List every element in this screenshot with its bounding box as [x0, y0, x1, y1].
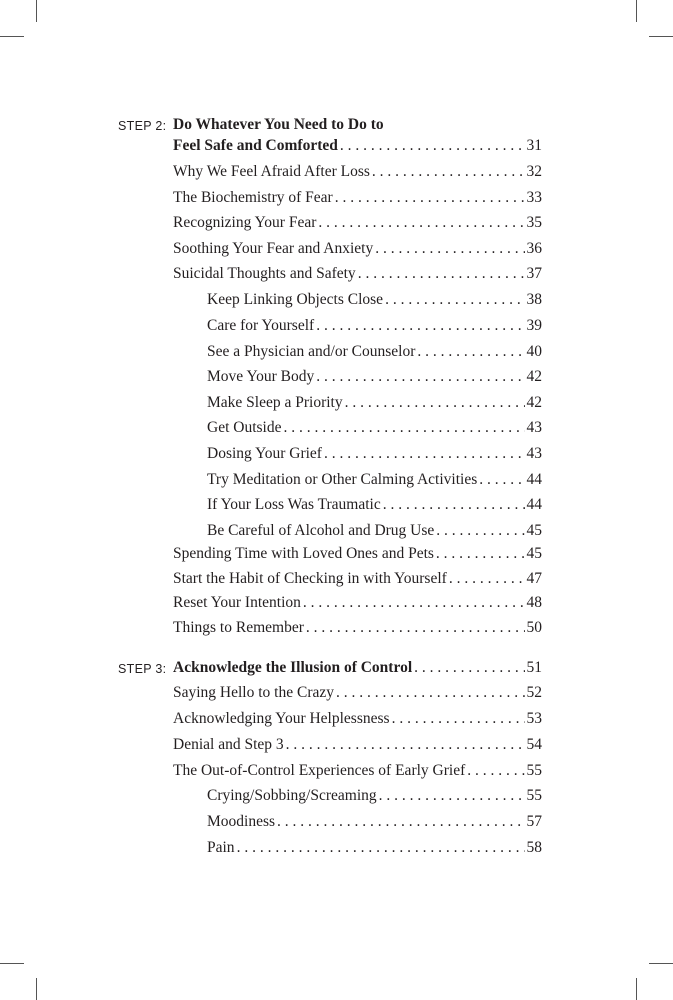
- toc-step-heading[interactable]: [173, 137, 542, 155]
- toc-page-number: 31: [526, 137, 542, 154]
- toc-page-number: 55: [526, 787, 542, 804]
- toc-subentry[interactable]: [207, 368, 542, 386]
- toc-entry-title: Move Your Body: [207, 368, 315, 385]
- dot-leader: [436, 545, 525, 563]
- toc-entry-title: Suicidal Thoughts and Safety: [173, 265, 356, 282]
- dot-leader: [375, 240, 524, 258]
- toc-step-heading[interactable]: [173, 659, 542, 677]
- toc-entry[interactable]: [173, 214, 542, 232]
- dot-leader: [467, 762, 524, 780]
- toc-entry[interactable]: [173, 265, 542, 283]
- toc-page-number: 39: [526, 317, 542, 334]
- toc-page-number: 47: [526, 570, 542, 587]
- dot-leader: [336, 684, 525, 702]
- toc-subentry[interactable]: [207, 343, 542, 361]
- dot-leader: [417, 343, 524, 361]
- toc-subentry[interactable]: [207, 394, 542, 412]
- step-title-line1: Do Whatever You Need to Do to: [173, 116, 384, 133]
- toc-entry-title: Why We Feel Afraid After Loss: [173, 163, 370, 180]
- dot-leader: [306, 619, 525, 637]
- toc-entry-title: Keep Linking Objects Close: [207, 291, 384, 308]
- toc-entry-title: Acknowledge the Illusion of Control: [173, 659, 413, 676]
- toc-entry-title: Crying/Sobbing/Screaming: [207, 787, 377, 804]
- toc-entry[interactable]: [173, 736, 542, 754]
- dot-leader: [286, 736, 525, 754]
- toc-entry-title: Feel Safe and Comforted: [173, 137, 338, 154]
- crop-mark-top-left-h: [0, 36, 24, 37]
- crop-mark-bottom-right: [636, 978, 637, 1000]
- toc-entry-title: Make Sleep a Priority: [207, 394, 343, 411]
- crop-mark-top-left: [36, 0, 37, 22]
- step-label: STEP 2:: [118, 119, 167, 133]
- dot-leader: [335, 189, 525, 207]
- toc-entry-title: Acknowledging Your Helplessness: [173, 710, 390, 727]
- toc-entry[interactable]: [173, 762, 542, 780]
- toc-page-number: 43: [526, 419, 542, 436]
- toc-page-number: 42: [526, 394, 542, 411]
- toc-page-number: 53: [526, 710, 542, 727]
- toc-entry[interactable]: [173, 684, 542, 702]
- toc-entry[interactable]: [173, 163, 542, 181]
- toc-subentry[interactable]: [207, 839, 542, 857]
- toc-entry-title: Be Careful of Alcohol and Drug Use: [207, 522, 435, 539]
- toc-entry-title: Recognizing Your Fear: [173, 214, 317, 231]
- toc-page-number: 33: [526, 189, 542, 206]
- toc-subentry[interactable]: [207, 787, 542, 805]
- dot-leader: [436, 522, 524, 540]
- dot-leader: [316, 317, 524, 335]
- toc-entry[interactable]: [173, 710, 542, 728]
- dot-leader: [358, 265, 525, 283]
- dot-leader: [237, 839, 525, 857]
- dot-leader: [414, 659, 524, 677]
- toc-page-number: 55: [526, 762, 542, 779]
- toc-entry-title: If Your Loss Was Traumatic: [207, 496, 381, 513]
- step-label: STEP 3:: [118, 662, 167, 676]
- toc-subentry[interactable]: [207, 813, 542, 831]
- dot-leader: [340, 137, 525, 155]
- dot-leader: [392, 710, 525, 728]
- dot-leader: [303, 594, 525, 612]
- toc-entry-title: Reset Your Intention: [173, 594, 301, 611]
- toc-entry-title: Get Outside: [207, 419, 282, 436]
- toc-entry-title: The Biochemistry of Fear: [173, 189, 333, 206]
- toc-page-number: 37: [526, 265, 542, 282]
- toc-entry[interactable]: [173, 189, 542, 207]
- toc-page-number: 52: [526, 684, 542, 701]
- toc-subentry[interactable]: [207, 317, 542, 335]
- dot-leader: [316, 368, 524, 386]
- toc-subentry[interactable]: [207, 445, 542, 463]
- toc-page-number: 50: [526, 619, 542, 636]
- toc-page-number: 45: [526, 522, 542, 539]
- toc-page-number: 48: [526, 594, 542, 611]
- dot-leader: [479, 471, 524, 489]
- dot-leader: [449, 570, 525, 588]
- dot-leader: [379, 787, 525, 805]
- toc-entry[interactable]: [173, 570, 542, 588]
- toc-page-number: 44: [526, 471, 542, 488]
- toc-entry-title: Pain: [207, 839, 235, 856]
- toc-page-number: 35: [526, 214, 542, 231]
- dot-leader: [318, 214, 524, 232]
- toc-entry[interactable]: [173, 545, 542, 563]
- toc-page-number: 40: [526, 343, 542, 360]
- toc-page-number: 51: [526, 659, 542, 676]
- toc-entry-title: Soothing Your Fear and Anxiety: [173, 240, 374, 257]
- toc-page-number: 38: [526, 291, 542, 308]
- toc-subentry[interactable]: [207, 522, 542, 540]
- toc-entry-title: Spending Time with Loved Ones and Pets: [173, 545, 434, 562]
- toc-entry-title: Start the Habit of Checking in with Yourself: [173, 570, 447, 587]
- crop-mark-top-right-h: [649, 36, 673, 37]
- toc-page-number: 44: [526, 496, 542, 513]
- toc-page-number: 58: [526, 839, 542, 856]
- toc-entry[interactable]: [173, 619, 542, 637]
- toc-entry-title: Denial and Step 3: [173, 736, 284, 753]
- crop-mark-bottom-right-h: [649, 963, 673, 964]
- dot-leader: [277, 813, 524, 831]
- toc-entry[interactable]: [173, 594, 542, 612]
- toc-page-number: 54: [526, 736, 542, 753]
- dot-leader: [385, 291, 524, 309]
- toc-entry-title: Care for Yourself: [207, 317, 315, 334]
- toc-page-number: 42: [526, 368, 542, 385]
- dot-leader: [383, 496, 525, 514]
- toc-entry-title: Saying Hello to the Crazy: [173, 684, 334, 701]
- crop-mark-top-right: [636, 0, 637, 22]
- toc-subentry[interactable]: [207, 291, 542, 309]
- toc-entry-title: The Out-of-Control Experiences of Early Grief: [173, 762, 466, 779]
- dot-leader: [372, 163, 525, 181]
- toc-page-number: 36: [526, 240, 542, 257]
- toc-entry-title: Dosing Your Grief: [207, 445, 322, 462]
- dot-leader: [283, 419, 524, 437]
- toc-entry-title: See a Physician and/or Counselor: [207, 343, 416, 360]
- toc-page-number: 57: [526, 813, 542, 830]
- toc-subentry[interactable]: [207, 496, 542, 514]
- toc-page-number: 32: [526, 163, 542, 180]
- toc-entry-title: Moodiness: [207, 813, 276, 830]
- toc-page-number: 43: [526, 445, 542, 462]
- toc-entry[interactable]: [173, 240, 542, 258]
- toc-page-number: 45: [526, 545, 542, 562]
- toc-entry-title: Try Meditation or Other Calming Activities: [207, 471, 478, 488]
- dot-leader: [324, 445, 525, 463]
- toc-subentry[interactable]: [207, 471, 542, 489]
- toc-subentry[interactable]: [207, 419, 542, 437]
- toc-entry-title: Things to Remember: [173, 619, 304, 636]
- crop-mark-bottom-left-h: [0, 963, 24, 964]
- dot-leader: [345, 394, 525, 412]
- crop-mark-bottom-left: [36, 978, 37, 1000]
